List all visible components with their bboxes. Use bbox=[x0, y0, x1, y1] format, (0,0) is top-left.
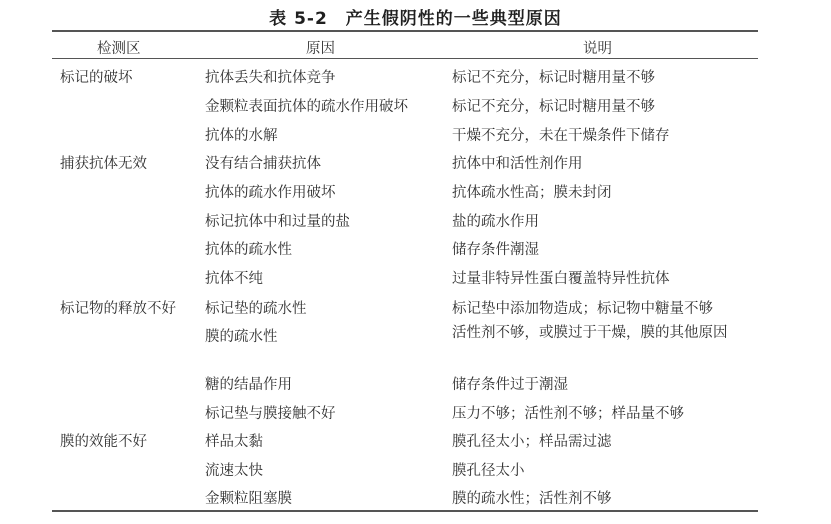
cause-cell: 抗体丢失和抗体竞争 bbox=[205, 70, 336, 86]
description-cell: 活性剂不够，或膜过于干燥，膜的其他原因 bbox=[452, 325, 728, 341]
description-cell: 储存条件潮湿 bbox=[452, 242, 539, 258]
cause-cell: 糖的结晶作用 bbox=[205, 377, 292, 393]
description-cell: 过量非特异性蛋白覆盖特异性抗体 bbox=[452, 271, 670, 287]
cause-cell: 流速太快 bbox=[205, 463, 263, 479]
description-cell: 膜的疏水性；活性剂不够 bbox=[452, 491, 612, 507]
table-title: 表 5-2 产生假阴性的一些典型原因 bbox=[269, 9, 562, 29]
description-cell: 标记垫中添加物造成；标记物中糖量不够 bbox=[452, 301, 713, 317]
cause-cell: 没有结合捕获抗体 bbox=[205, 156, 321, 172]
top-rule bbox=[52, 30, 758, 32]
header-category: 检测区 bbox=[97, 41, 141, 57]
header-description: 说明 bbox=[583, 41, 612, 57]
description-cell: 盐的疏水作用 bbox=[452, 214, 539, 230]
cause-cell: 抗体的疏水性 bbox=[205, 242, 292, 258]
description-cell: 储存条件过于潮湿 bbox=[452, 377, 568, 393]
description-cell: 抗体中和活性剂作用 bbox=[452, 156, 583, 172]
cause-cell: 样品太黏 bbox=[205, 434, 263, 450]
header-cause: 原因 bbox=[306, 41, 335, 57]
cause-cell: 金颗粒表面抗体的疏水作用破坏 bbox=[205, 99, 408, 115]
description-cell: 干燥不充分，未在干燥条件下储存 bbox=[452, 128, 670, 144]
category-label: 捕获抗体无效 bbox=[60, 156, 147, 172]
description-cell: 标记不充分，标记时糖用量不够 bbox=[452, 70, 655, 86]
category-label: 膜的效能不好 bbox=[60, 434, 147, 450]
cause-cell: 标记垫与膜接触不好 bbox=[205, 406, 336, 422]
description-cell: 压力不够；活性剂不够；样品量不够 bbox=[452, 406, 684, 422]
cause-cell: 抗体的疏水作用破坏 bbox=[205, 185, 336, 201]
cause-cell: 抗体不纯 bbox=[205, 271, 263, 287]
cause-cell: 金颗粒阻塞膜 bbox=[205, 491, 292, 507]
cause-cell: 膜的疏水性 bbox=[205, 329, 278, 345]
cause-cell: 标记抗体中和过量的盐 bbox=[205, 214, 350, 230]
bottom-rule bbox=[52, 510, 758, 512]
header-rule bbox=[52, 58, 758, 59]
description-cell: 膜孔径太小 bbox=[452, 463, 525, 479]
description-cell: 抗体疏水性高；膜未封闭 bbox=[452, 185, 612, 201]
category-label: 标记物的释放不好 bbox=[60, 301, 176, 317]
cause-cell: 标记垫的疏水性 bbox=[205, 301, 307, 317]
description-cell: 标记不充分，标记时糖用量不够 bbox=[452, 99, 655, 115]
category-label: 标记的破坏 bbox=[60, 70, 133, 86]
description-cell: 膜孔径太小；样品需过滤 bbox=[452, 434, 612, 450]
cause-cell: 抗体的水解 bbox=[205, 128, 278, 144]
